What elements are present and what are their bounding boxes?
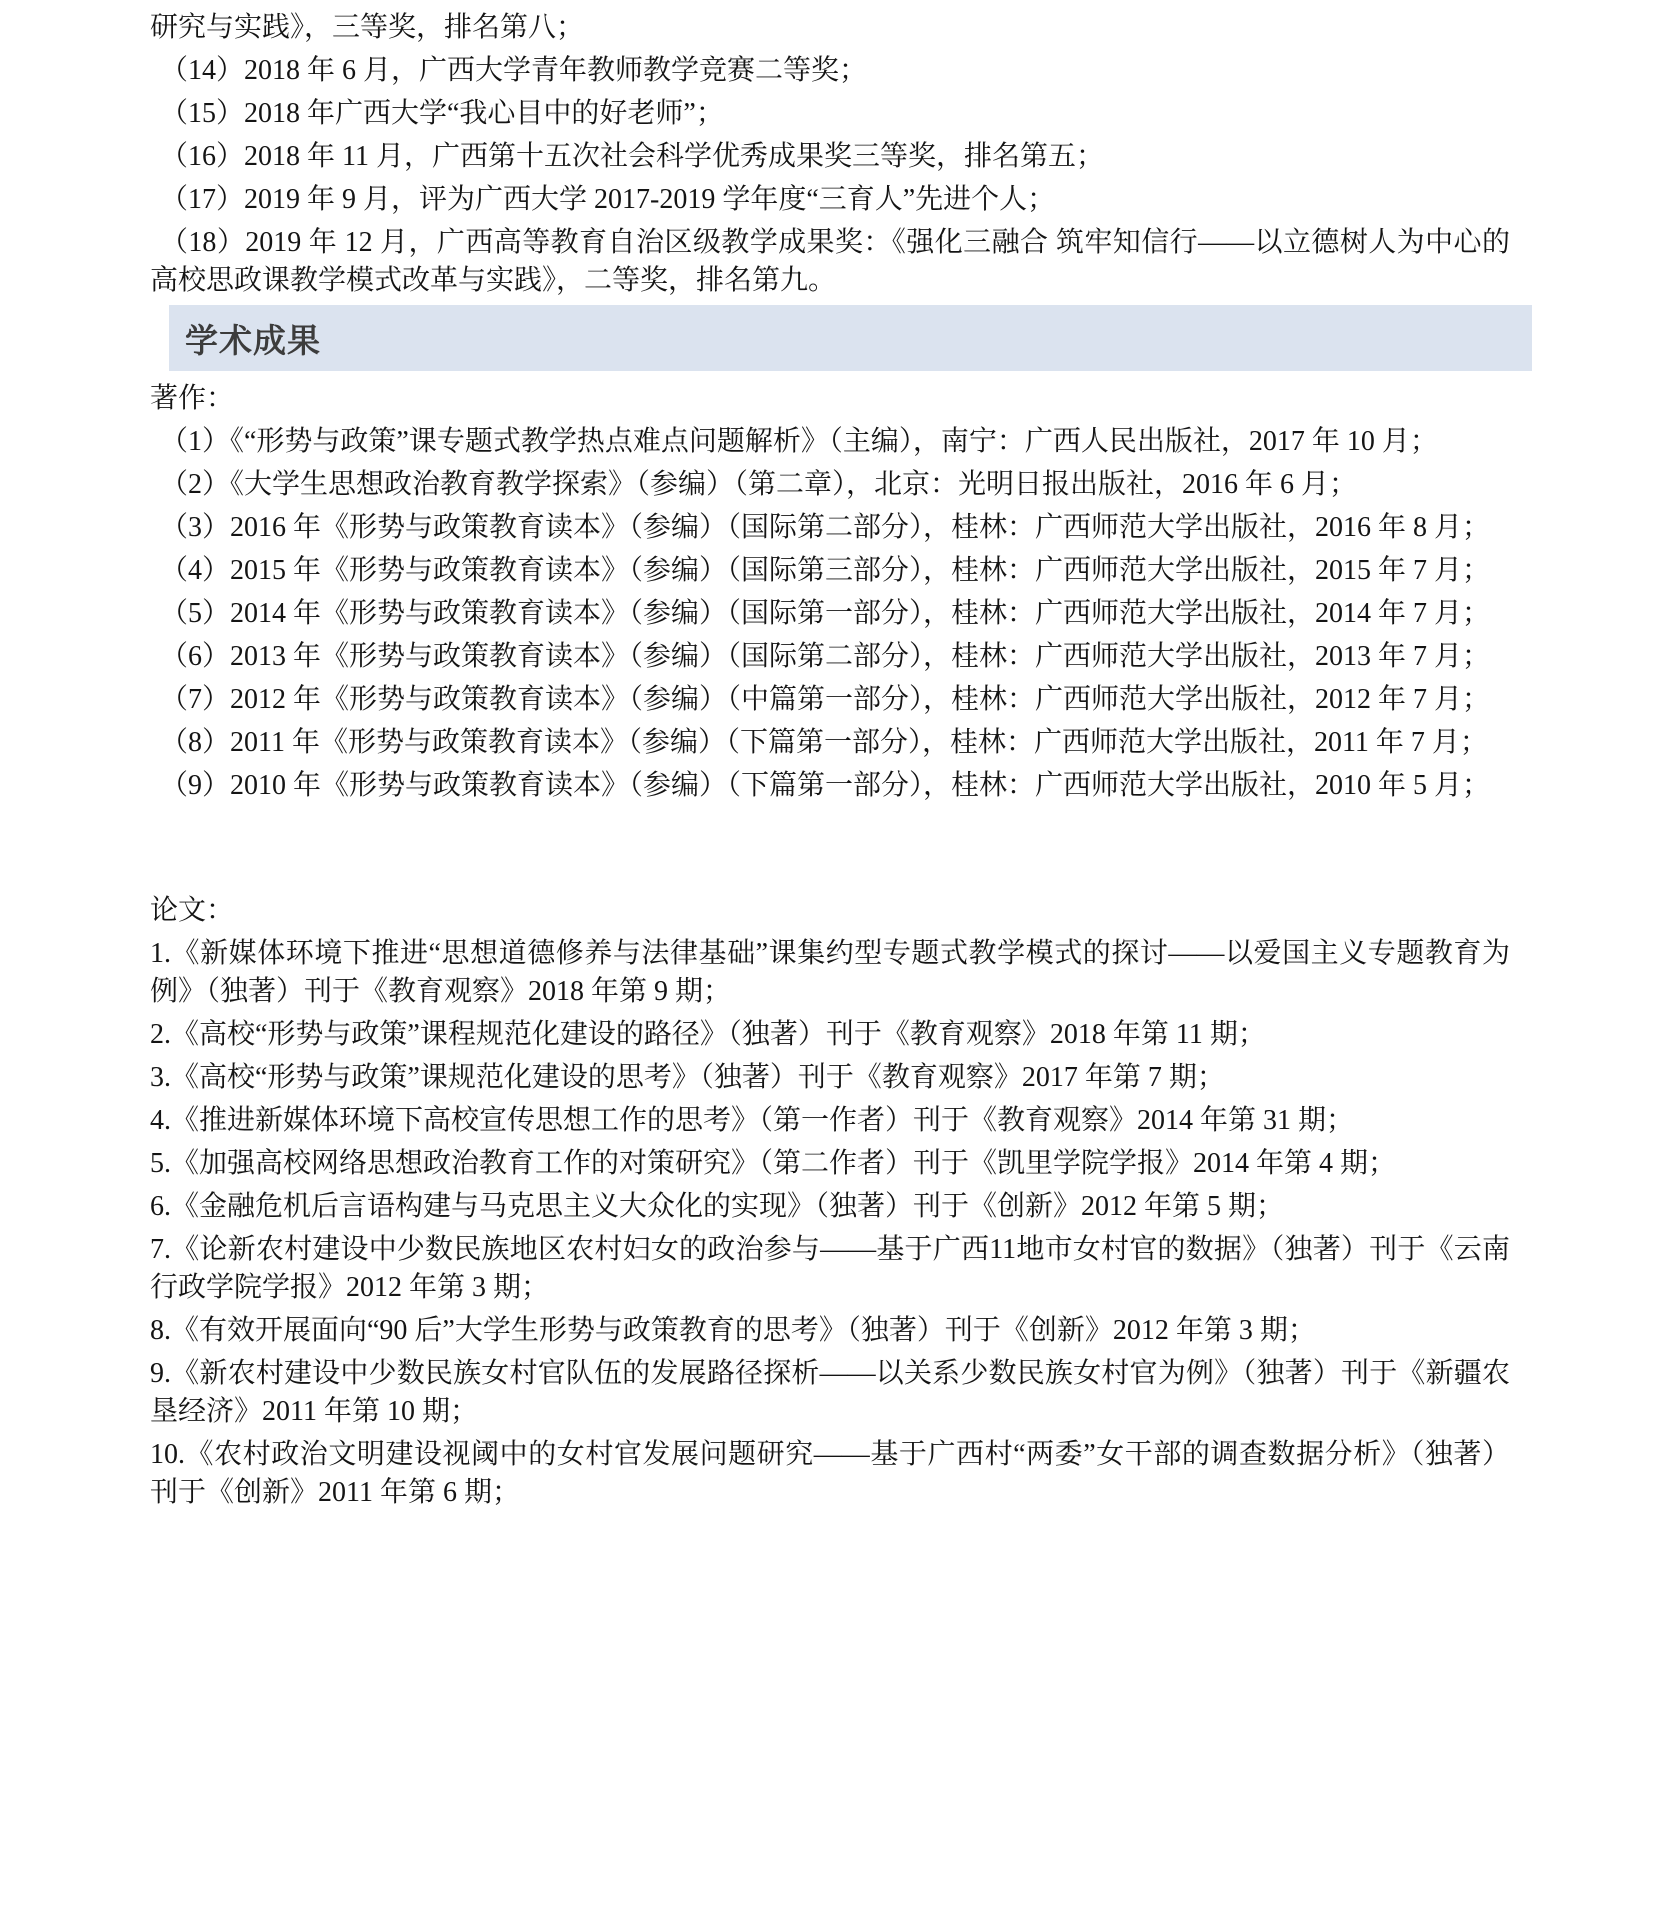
awards-continuation-paragraph: 研究与实践》，三等奖，排名第八； [150, 12, 585, 43]
paper-item: 8.《有效开展面向“90 后”大学生形势与政策教育的思考》（独著）刊于《创新》2012 年第 3 期； [150, 1315, 1316, 1346]
award-item: （18）2019 年 12 月，广西高等教育自治区级教学成果奖：《强化三融合 筑牢知信行——以立德树人为中心的高校思政课教学模式改革与实践》，二等奖，排名第九。 [150, 227, 1510, 296]
book-item: （9）2010 年《形势与政策教育读本》（参编）（下篇第一部分），桂林：广西师范大学出版社，2010 年 5 月； [160, 770, 1491, 801]
award-item: （16）2018 年 11 月，广西第十五次社会科学优秀成果奖三等奖，排名第五； [160, 141, 1104, 172]
paper-item: 1.《新媒体环境下推进“思想道德修养与法律基础”课集约型专题式教学模式的探讨——以爱国主义专题教育为例》（独著）刊于《教育观察》2018 年第 9 期； [150, 938, 1510, 1007]
award-item: （14）2018 年 6 月，广西大学青年教师教学竞赛二等奖； [160, 55, 868, 86]
book-item: （4）2015 年《形势与政策教育读本》（参编）（国际第三部分），桂林：广西师范大学出版社，2015 年 7 月； [160, 555, 1491, 586]
award-item: （15）2018 年广西大学“我心目中的好老师”； [160, 98, 724, 129]
section-title: 学术成果 [185, 320, 321, 360]
book-item: （5）2014 年《形势与政策教育读本》（参编）（国际第一部分），桂林：广西师范大学出版社，2014 年 7 月； [160, 598, 1491, 629]
paper-item: 4.《推进新媒体环境下高校宣传思想工作的思考》（第一作者）刊于《教育观察》2014 年第 31 期； [150, 1105, 1355, 1136]
books-label: 著作： [150, 383, 235, 414]
section-header-bar [169, 305, 1532, 371]
paper-item: 7.《论新农村建设中少数民族地区农村妇女的政治参与——基于广西11地市女村官的数据》（独著）刊于《云南行政学院学报》2012 年第 3 期； [150, 1234, 1510, 1303]
paper-item: 3.《高校“形势与政策”课规范化建设的思考》（独著）刊于《教育观察》2017 年第 7 期； [150, 1062, 1225, 1093]
book-item: （1）《“形势与政策”课专题式教学热点难点问题解析》（主编），南宁：广西人民出版社，2017 年 10 月； [160, 426, 1438, 457]
book-item: （6）2013 年《形势与政策教育读本》（参编）（国际第二部分），桂林：广西师范大学出版社，2013 年 7 月； [160, 641, 1491, 672]
award-item: （17）2019 年 9 月，评为广西大学 2017-2019 学年度“三育人”先进个人； [160, 184, 1056, 215]
awards-list [150, 52, 1510, 300]
papers-label: 论文： [150, 895, 235, 926]
papers-section [150, 892, 1510, 1512]
book-item: （7）2012 年《形势与政策教育读本》（参编）（中篇第一部分），桂林：广西师范大学出版社，2012 年 7 月； [160, 684, 1491, 715]
paper-item: 5.《加强高校网络思想政治教育工作的对策研究》（第二作者）刊于《凯里学院学报》2014 年第 4 期； [150, 1148, 1397, 1179]
paper-item: 6.《金融危机后言语构建与马克思主义大众化的实现》（独著）刊于《创新》2012 年第 5 期； [150, 1191, 1285, 1222]
paper-item: 9.《新农村建设中少数民族女村官队伍的发展路径探析——以关系少数民族女村官为例》（独著）刊于《新疆农垦经济》2011 年第 10 期； [150, 1358, 1510, 1427]
paper-item: 10.《农村政治文明建设视阈中的女村官发展问题研究——基于广西村“两委”女干部的调查数据分析》（独著）刊于《创新》2011 年第 6 期； [150, 1439, 1510, 1508]
papers-list [150, 935, 1510, 1512]
paper-item: 2.《高校“形势与政策”课程规范化建设的路径》（独著）刊于《教育观察》2018 年第 11 期； [150, 1019, 1266, 1050]
books-list [150, 423, 1510, 805]
book-item: （3）2016 年《形势与政策教育读本》（参编）（国际第二部分），桂林：广西师范大学出版社，2016 年 8 月； [160, 512, 1491, 543]
book-item: （8）2011 年《形势与政策教育读本》（参编）（下篇第一部分），桂林：广西师范大学出版社，2011 年 7 月； [160, 727, 1488, 758]
book-item: （2）《大学生思想政治教育教学探索》（参编）（第二章），北京：光明日报出版社，2016 年 6 月； [160, 469, 1358, 500]
blank-line-spacer [150, 810, 1510, 892]
books-section [150, 380, 1510, 805]
awards-section [150, 9, 1510, 300]
